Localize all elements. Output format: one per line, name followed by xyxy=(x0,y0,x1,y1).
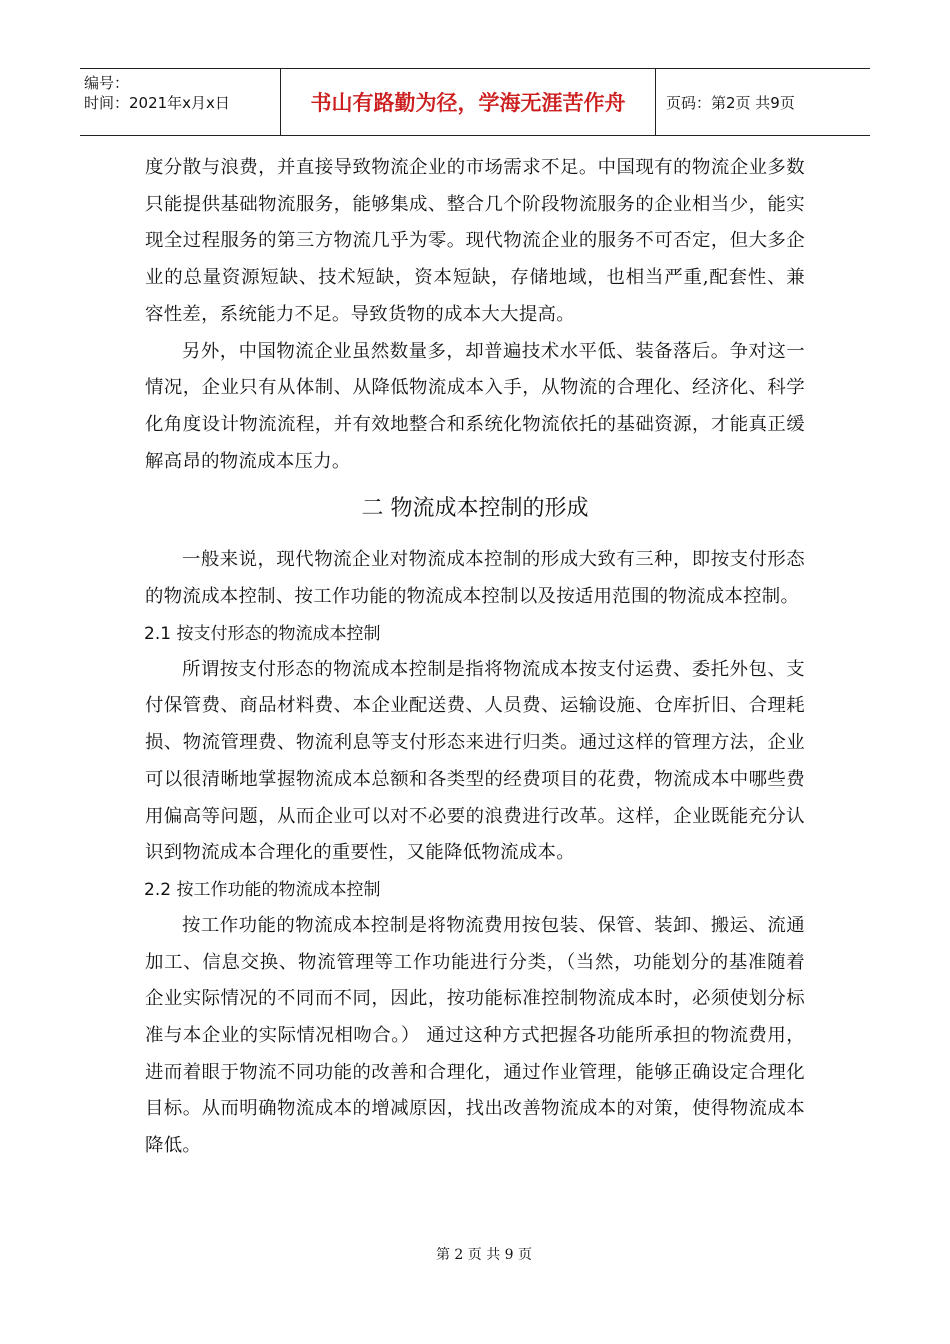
header-motto: 书山有路勤为径，学海无涯苦作舟 xyxy=(280,69,656,135)
subsection-text-2-2: 按工作功能的物流成本控制是将物流费用按包装、保管、装卸、搬运、流通加工、信息交换、物流管理等工作功能进行分类，（当然，功能划分的基准随着企业实际情况的不同而不同，因此，按功能标准控制物流成本时，必须使划分标准与本企业的实际情况相吻合。） 通过这种方式把握各功能所承担的物流费用，进而着眼于物流不同功能的改善和合理化，通过作业管理，能够正确设定合理化目标。从而明确物流成本的增减原因，找出改善物流成本的对策，使得物流成本降低。 xyxy=(145,914,805,1157)
subsection-heading-2-1: 2.1 按支付形态的物流成本控制 xyxy=(144,623,381,644)
page-header xyxy=(80,68,870,136)
paragraph-continued: 度分散与浪费，并直接导致物流企业的市场需求不足。中国现有的物流企业多数只能提供基础物流服务，能够集成、整合几个阶段物流服务的企业相当少，能实现全过程服务的第三方物流几乎为零。现代物流企业的服务不可否定，但大多企业的总量资源短缺、技术短缺，资本短缺，存储地域，也相当严重,配套性、兼容性差，系统能力不足。导致货物的成本大大提高。 xyxy=(145,157,805,325)
paragraph: 另外，中国物流企业虽然数量多，却普遍技术水平低、装备落后。争对这一情况，企业只有从体制、从降低物流成本入手，从物流的合理化、经济化、科学化角度设计物流流程，并有效地整合和系统化物流依托的基础资源，才能真正缓解高昂的物流成本压力。 xyxy=(145,340,805,472)
document-body xyxy=(145,150,805,1165)
time-label: 时间：2021年x月x日 xyxy=(84,94,230,112)
section-title: 二 物流成本控制的形成 xyxy=(361,496,589,522)
subsection-text-2-1: 所谓按支付形态的物流成本控制是指将物流成本按支付运费、委托外包、支付保管费、商品材料费、本企业配送费、人员费、运输设施、仓库折旧、合理耗损、物流管理费、物流利息等支付形态来进行归类。通过这样的管理方法，企业可以很清晰地掌握物流成本总额和各类型的经费项目的花费，物流成本中哪些费用偏高等问题，从而企业可以对不必要的浪费进行改革。这样，企业既能充分认识到物流成本合理化的重要性，又能降低物流成本。 xyxy=(145,658,805,864)
subsection-heading-2-2: 2.2 按工作功能的物流成本控制 xyxy=(144,879,381,900)
number-label: 编号： xyxy=(84,74,130,92)
header-page-label: 页码：第2页 共9页 xyxy=(666,93,795,112)
page-footer: 第 2 页 共 9 页 xyxy=(435,1247,533,1263)
header-meta xyxy=(80,69,280,135)
section-intro: 一般来说，现代物流企业对物流成本控制的形成大致有三种，即按支付形态的物流成本控制、按工作功能的物流成本控制以及按适用范围的物流成本控制。 xyxy=(145,549,805,608)
